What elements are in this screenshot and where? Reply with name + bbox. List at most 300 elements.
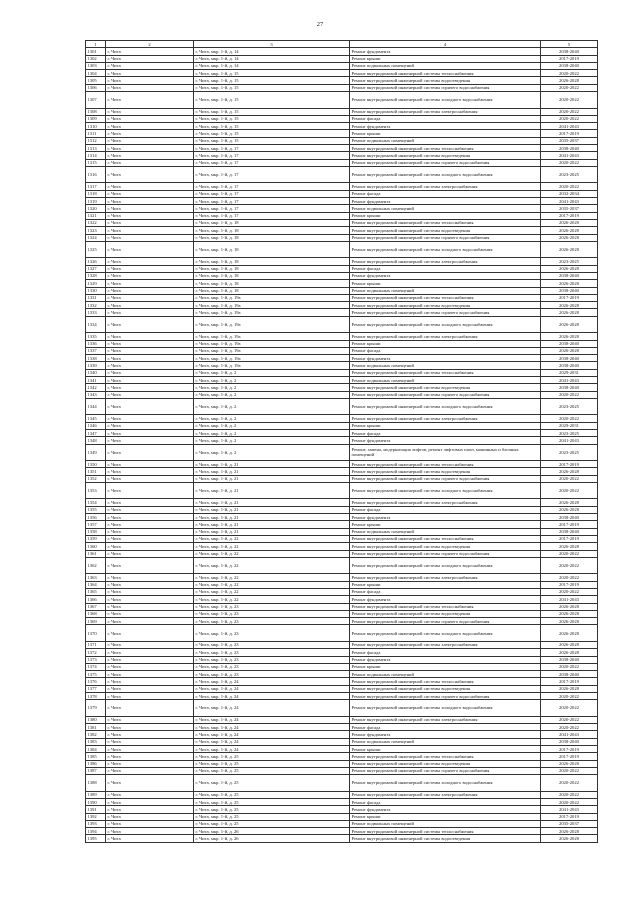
row-number: 1339: [86, 362, 106, 369]
row-work-type: Ремонт внутридомовой инженерной системы горячего водоснабжения: [350, 767, 541, 774]
row-municipality: г. Чита: [106, 557, 194, 574]
row-address: г. Чита, мкр. 1-й, д. 24: [194, 738, 350, 745]
row-address: г. Чита, мкр. 1-й, д. 19а: [194, 347, 350, 354]
row-period: 2029-2031: [541, 369, 598, 376]
row-period: 2020-2022: [541, 92, 598, 109]
row-number: 1380: [86, 716, 106, 723]
row-number: 1309: [86, 115, 106, 122]
row-number: 1353: [86, 482, 106, 499]
row-period: 2026-2028: [541, 618, 598, 625]
row-municipality: г. Чита: [106, 92, 194, 109]
row-municipality: г. Чита: [106, 227, 194, 234]
row-work-type: Ремонт фасада: [350, 506, 541, 513]
row-address: г. Чита, мкр. 1-й, д. 25: [194, 753, 350, 760]
row-number: 1324: [86, 234, 106, 241]
row-number: 1358: [86, 528, 106, 535]
row-address: г. Чита, мкр. 1-й, д. 15: [194, 84, 350, 91]
row-address: г. Чита, мкр. 1-й, д. 23: [194, 618, 350, 625]
table-row: [86, 355, 598, 362]
row-work-type: Ремонт подвальных помещений: [350, 62, 541, 69]
row-period: 2029-2031: [541, 422, 598, 429]
row-municipality: г. Чита: [106, 265, 194, 272]
row-address: г. Чита, мкр. 1-й, д. 25: [194, 820, 350, 827]
row-number: 1357: [86, 521, 106, 528]
row-number: 1307: [86, 92, 106, 109]
table-row: [86, 813, 598, 820]
row-work-type: Ремонт фундамента: [350, 656, 541, 663]
row-municipality: г. Чита: [106, 596, 194, 603]
row-number: 1343: [86, 391, 106, 398]
row-address: г. Чита, мкр. 1-й, д. 22: [194, 581, 350, 588]
row-address: г. Чита, мкр. 1-й, д. 26: [194, 828, 350, 835]
row-work-type: Ремонт подвальных помещений: [350, 137, 541, 144]
table-row: [86, 437, 598, 444]
row-number: 1383: [86, 738, 106, 745]
row-address: г. Чита, мкр. 1-й, д. 21: [194, 514, 350, 521]
row-address: г. Чита, мкр. 1-й, д. 18: [194, 241, 350, 258]
row-work-type: Ремонт внутридомовой инженерной системы горячего водоснабжения: [350, 475, 541, 482]
row-period: 2041-2043: [541, 596, 598, 603]
row-municipality: г. Чита: [106, 731, 194, 738]
table-row: [86, 241, 598, 258]
table-row: [86, 92, 598, 109]
row-period: 2020-2022: [541, 475, 598, 482]
table-row: [86, 731, 598, 738]
row-work-type: Ремонт внутридомовой инженерной системы электроснабжения: [350, 258, 541, 265]
row-municipality: г. Чита: [106, 543, 194, 550]
table-row: [86, 159, 598, 166]
row-address: г. Чита, мкр. 1-й, д. 18: [194, 272, 350, 279]
row-work-type: Ремонт внутридомовой инженерной системы теплоснабжения: [350, 828, 541, 835]
row-work-type: Ремонт внутридомовой инженерной системы холодного водоснабжения: [350, 557, 541, 574]
row-work-type: Ремонт внутридомовой инженерной системы электроснабжения: [350, 333, 541, 340]
row-work-type: Ремонт внутридомовой инженерной системы электроснабжения: [350, 415, 541, 422]
row-address: г. Чита, мкр. 1-й, д. 19а: [194, 355, 350, 362]
table-row: [86, 234, 598, 241]
row-period: 2026-2028: [541, 219, 598, 226]
row-number: 1336: [86, 340, 106, 347]
page-number: 27: [316, 21, 324, 28]
row-municipality: г. Чита: [106, 347, 194, 354]
row-number: 1356: [86, 514, 106, 521]
row-period: 2035-2037: [541, 820, 598, 827]
row-number: 1392: [86, 813, 106, 820]
row-work-type: Ремонт внутридомовой инженерной системы холодного водоснабжения: [350, 482, 541, 499]
row-municipality: г. Чита: [106, 550, 194, 557]
row-address: г. Чита, мкр. 1-й, д. 25: [194, 791, 350, 798]
row-period: 2026-2028: [541, 543, 598, 550]
row-address: г. Чита, мкр. 1-й, д. 19а: [194, 302, 350, 309]
row-address: г. Чита, мкр. 1-й, д. 23: [194, 625, 350, 642]
table-row: [86, 130, 598, 137]
row-municipality: г. Чита: [106, 152, 194, 159]
row-municipality: г. Чита: [106, 649, 194, 656]
row-municipality: г. Чита: [106, 355, 194, 362]
table-row: [86, 603, 598, 610]
row-number: 1347: [86, 429, 106, 436]
row-work-type: Ремонт крыши: [350, 212, 541, 219]
row-address: г. Чита, мкр. 1-й, д. 23: [194, 663, 350, 670]
table-row: [86, 384, 598, 391]
row-work-type: Ремонт внутридомовой инженерной системы водоотведения: [350, 760, 541, 767]
row-work-type: Ремонт внутридомовой инженерной системы холодного водоснабжения: [350, 166, 541, 183]
row-address: г. Чита, мкр. 1-й, д. 18: [194, 219, 350, 226]
table-row: [86, 649, 598, 656]
row-number: 1329: [86, 280, 106, 287]
row-period: 2020-2022: [541, 557, 598, 574]
table-row: [86, 685, 598, 692]
table-row: [86, 108, 598, 115]
table-row: [86, 333, 598, 340]
row-period: 2026-2028: [541, 828, 598, 835]
row-period: 2023-2025: [541, 398, 598, 415]
row-address: г. Чита, мкр. 1-й, д. 21: [194, 461, 350, 468]
row-period: 2026-2028: [541, 241, 598, 258]
table-row: [86, 753, 598, 760]
row-work-type: Ремонт подвальных помещений: [350, 205, 541, 212]
row-municipality: г. Чита: [106, 294, 194, 301]
row-period: 2041-2043: [541, 806, 598, 813]
row-work-type: Ремонт подвальных помещений: [350, 528, 541, 535]
row-work-type: Ремонт внутридомовой инженерной системы теплоснабжения: [350, 535, 541, 542]
row-municipality: г. Чита: [106, 468, 194, 475]
table-row: [86, 581, 598, 588]
row-address: г. Чита, мкр. 1-й, д. 24: [194, 685, 350, 692]
row-address: г. Чита, мкр. 1-й, д. 2: [194, 398, 350, 415]
table-row: [86, 166, 598, 183]
row-address: г. Чита, мкр. 1-й, д. 17: [194, 145, 350, 152]
row-municipality: г. Чита: [106, 205, 194, 212]
table-row: [86, 596, 598, 603]
row-municipality: г. Чита: [106, 678, 194, 685]
column-header-municipality: 2: [106, 41, 194, 48]
row-work-type: Ремонт, замена, модернизация лифтов, ремонт лифтовых шахт, машинных и блочных помещений: [350, 444, 541, 461]
row-number: 1337: [86, 347, 106, 354]
table-row: [86, 482, 598, 499]
row-work-type: Ремонт внутридомовой инженерной системы горячего водоснабжения: [350, 391, 541, 398]
row-municipality: г. Чита: [106, 234, 194, 241]
table-row: [86, 258, 598, 265]
row-work-type: Ремонт фасада: [350, 265, 541, 272]
row-work-type: Ремонт внутридомовой инженерной системы водоотведения: [350, 384, 541, 391]
row-period: 2026-2028: [541, 468, 598, 475]
table-row: [86, 692, 598, 699]
row-address: г. Чита, мкр. 1-й, д. 21: [194, 506, 350, 513]
row-work-type: Ремонт фундамента: [350, 514, 541, 521]
row-period: 2041-2043: [541, 376, 598, 383]
row-period: 2026-2028: [541, 309, 598, 316]
row-municipality: г. Чита: [106, 806, 194, 813]
row-address: г. Чита, мкр. 1-й, д. 15: [194, 92, 350, 109]
row-number: 1318: [86, 190, 106, 197]
row-work-type: Ремонт внутридомовой инженерной системы электроснабжения: [350, 716, 541, 723]
row-number: 1368: [86, 610, 106, 617]
row-number: 1326: [86, 258, 106, 265]
row-number: 1384: [86, 745, 106, 752]
row-period: 2041-2043: [541, 123, 598, 130]
table-row: [86, 557, 598, 574]
row-municipality: г. Чита: [106, 241, 194, 258]
row-address: г. Чита, мкр. 1-й, д. 2: [194, 437, 350, 444]
row-period: 2026-2028: [541, 685, 598, 692]
row-number: 1381: [86, 724, 106, 731]
row-period: 2038-2040: [541, 340, 598, 347]
row-address: г. Чита, мкр. 1-й, д. 14: [194, 62, 350, 69]
row-work-type: Ремонт подвальных помещений: [350, 362, 541, 369]
row-work-type: Ремонт фундамента: [350, 355, 541, 362]
row-municipality: г. Чита: [106, 506, 194, 513]
row-address: г. Чита, мкр. 1-й, д. 18: [194, 265, 350, 272]
row-municipality: г. Чита: [106, 84, 194, 91]
table-row: [86, 656, 598, 663]
row-address: г. Чита, мкр. 1-й, д. 15: [194, 77, 350, 84]
row-municipality: г. Чита: [106, 499, 194, 506]
row-address: г. Чита, мкр. 1-й, д. 2: [194, 415, 350, 422]
row-period: 2023-2025: [541, 429, 598, 436]
row-municipality: г. Чита: [106, 738, 194, 745]
row-period: 2020-2022: [541, 70, 598, 77]
row-address: г. Чита, мкр. 1-й, д. 18: [194, 227, 350, 234]
row-number: 1390: [86, 798, 106, 805]
row-municipality: г. Чита: [106, 55, 194, 62]
row-address: г. Чита, мкр. 1-й, д. 2: [194, 422, 350, 429]
row-number: 1328: [86, 272, 106, 279]
table-row: [86, 716, 598, 723]
row-municipality: г. Чита: [106, 663, 194, 670]
row-work-type: Ремонт внутридомовой инженерной системы горячего водоснабжения: [350, 309, 541, 316]
table-row: [86, 48, 598, 55]
row-number: 1387: [86, 767, 106, 774]
row-work-type: Ремонт внутридомовой инженерной системы теплоснабжения: [350, 603, 541, 610]
row-period: 2041-2043: [541, 152, 598, 159]
row-period: 2017-2019: [541, 745, 598, 752]
row-address: г. Чита, мкр. 1-й, д. 22: [194, 596, 350, 603]
row-period: 2020-2022: [541, 574, 598, 581]
row-municipality: г. Чита: [106, 835, 194, 842]
row-municipality: г. Чита: [106, 828, 194, 835]
row-address: г. Чита, мкр. 1-й, д. 24: [194, 724, 350, 731]
row-municipality: г. Чита: [106, 287, 194, 294]
table-row: [86, 535, 598, 542]
row-work-type: Ремонт внутридомовой инженерной системы водоотведения: [350, 835, 541, 842]
table-row: [86, 574, 598, 581]
row-work-type: Ремонт фасада: [350, 347, 541, 354]
row-address: г. Чита, мкр. 1-й, д. 24: [194, 692, 350, 699]
row-work-type: Ремонт крыши: [350, 280, 541, 287]
column-header-work-type: 4: [350, 41, 541, 48]
row-address: г. Чита, мкр. 1-й, д. 23: [194, 610, 350, 617]
row-number: 1385: [86, 753, 106, 760]
row-address: г. Чита, мкр. 1-й, д. 2: [194, 376, 350, 383]
row-number: 1306: [86, 84, 106, 91]
row-municipality: г. Чита: [106, 461, 194, 468]
row-work-type: Ремонт внутридомовой инженерной системы горячего водоснабжения: [350, 550, 541, 557]
table-row: [86, 183, 598, 190]
row-address: г. Чита, мкр. 1-й, д. 15: [194, 115, 350, 122]
table-row: [86, 468, 598, 475]
row-work-type: Ремонт фундамента: [350, 731, 541, 738]
row-work-type: Ремонт внутридомовой инженерной системы водоотведения: [350, 468, 541, 475]
table-row: [86, 506, 598, 513]
row-number: 1364: [86, 581, 106, 588]
row-address: г. Чита, мкр. 1-й, д. 23: [194, 603, 350, 610]
row-number: 1338: [86, 355, 106, 362]
row-address: г. Чита, мкр. 1-й, д. 18: [194, 258, 350, 265]
row-address: г. Чита, мкр. 1-й, д. 18: [194, 280, 350, 287]
row-period: 2026-2028: [541, 625, 598, 642]
row-address: г. Чита, мкр. 1-й, д. 21: [194, 499, 350, 506]
row-address: г. Чита, мкр. 1-й, д. 26: [194, 835, 350, 842]
row-work-type: Ремонт внутридомовой инженерной системы горячего водоснабжения: [350, 234, 541, 241]
row-municipality: г. Чита: [106, 369, 194, 376]
row-address: г. Чита, мкр. 1-й, д. 18: [194, 234, 350, 241]
table-row: [86, 678, 598, 685]
row-number: 1330: [86, 287, 106, 294]
row-work-type: Ремонт крыши: [350, 581, 541, 588]
row-work-type: Ремонт крыши: [350, 340, 541, 347]
table-row: [86, 663, 598, 670]
row-period: 2026-2028: [541, 499, 598, 506]
table-row: [86, 610, 598, 617]
row-work-type: Ремонт внутридомовой инженерной системы водоотведения: [350, 685, 541, 692]
row-address: г. Чита, мкр. 1-й, д. 21: [194, 475, 350, 482]
table-row: [86, 152, 598, 159]
row-number: 1320: [86, 205, 106, 212]
row-address: г. Чита, мкр. 1-й, д. 17: [194, 205, 350, 212]
row-number: 1311: [86, 130, 106, 137]
row-number: 1351: [86, 468, 106, 475]
row-work-type: Ремонт фундамента: [350, 596, 541, 603]
table-row: [86, 461, 598, 468]
table-row: [86, 738, 598, 745]
table-row: [86, 227, 598, 234]
row-period: 2020-2022: [541, 588, 598, 595]
row-period: 2020-2022: [541, 183, 598, 190]
row-period: 2020-2022: [541, 415, 598, 422]
row-period: 2038-2040: [541, 355, 598, 362]
row-municipality: г. Чита: [106, 391, 194, 398]
row-municipality: г. Чита: [106, 775, 194, 792]
row-number: 1314: [86, 152, 106, 159]
row-work-type: Ремонт фундамента: [350, 123, 541, 130]
row-period: 2038-2040: [541, 145, 598, 152]
row-number: 1319: [86, 198, 106, 205]
row-work-type: Ремонт фасада: [350, 115, 541, 122]
row-period: 2035-2037: [541, 205, 598, 212]
table-row: [86, 219, 598, 226]
row-number: 1362: [86, 557, 106, 574]
table-row: [86, 760, 598, 767]
row-municipality: г. Чита: [106, 340, 194, 347]
row-address: г. Чита, мкр. 1-й, д. 23: [194, 671, 350, 678]
row-address: г. Чита, мкр. 1-й, д. 22: [194, 588, 350, 595]
row-municipality: г. Чита: [106, 603, 194, 610]
table-row: [86, 212, 598, 219]
row-number: 1374: [86, 663, 106, 670]
row-municipality: г. Чита: [106, 280, 194, 287]
row-municipality: г. Чита: [106, 528, 194, 535]
row-period: 2020-2022: [541, 791, 598, 798]
table-header-row: [86, 41, 598, 48]
row-period: 2041-2043: [541, 437, 598, 444]
table-row: [86, 362, 598, 369]
row-municipality: г. Чита: [106, 70, 194, 77]
row-work-type: Ремонт внутридомовой инженерной системы холодного водоснабжения: [350, 775, 541, 792]
table-row: [86, 287, 598, 294]
row-period: 2017-2019: [541, 535, 598, 542]
table-row: [86, 641, 598, 648]
row-period: 2026-2028: [541, 760, 598, 767]
row-municipality: г. Чита: [106, 48, 194, 55]
table-row: [86, 671, 598, 678]
table-row: [86, 145, 598, 152]
row-address: г. Чита, мкр. 1-й, д. 17: [194, 190, 350, 197]
row-period: 2026-2028: [541, 333, 598, 340]
row-number: 1375: [86, 671, 106, 678]
row-number: 1393: [86, 820, 106, 827]
row-work-type: Ремонт внутридомовой инженерной системы электроснабжения: [350, 108, 541, 115]
row-period: 2020-2022: [541, 724, 598, 731]
row-municipality: г. Чита: [106, 581, 194, 588]
row-number: 1321: [86, 212, 106, 219]
row-work-type: Ремонт крыши: [350, 813, 541, 820]
row-number: 1360: [86, 543, 106, 550]
row-period: 2017-2019: [541, 813, 598, 820]
table-row: [86, 205, 598, 212]
row-address: г. Чита, мкр. 1-й, д. 22: [194, 535, 350, 542]
row-period: 2026-2028: [541, 316, 598, 333]
row-period: 2026-2028: [541, 77, 598, 84]
row-work-type: Ремонт внутридомовой инженерной системы водоотведения: [350, 543, 541, 550]
row-work-type: Ремонт внутридомовой инженерной системы электроснабжения: [350, 499, 541, 506]
row-address: г. Чита, мкр. 1-й, д. 2: [194, 384, 350, 391]
row-municipality: г. Чита: [106, 258, 194, 265]
row-address: г. Чита, мкр. 1-й, д. 25: [194, 760, 350, 767]
row-number: 1359: [86, 535, 106, 542]
row-municipality: г. Чита: [106, 671, 194, 678]
row-address: г. Чита, мкр. 1-й, д. 2: [194, 391, 350, 398]
row-number: 1301: [86, 48, 106, 55]
table-row: [86, 475, 598, 482]
row-municipality: г. Чита: [106, 685, 194, 692]
table-row: [86, 700, 598, 717]
row-work-type: Ремонт фасада: [350, 798, 541, 805]
row-work-type: Ремонт внутридомовой инженерной системы холодного водоснабжения: [350, 241, 541, 258]
row-work-type: Ремонт фасада: [350, 588, 541, 595]
row-number: 1327: [86, 265, 106, 272]
row-period: 2038-2040: [541, 384, 598, 391]
table-row: [86, 514, 598, 521]
row-work-type: Ремонт внутридомовой инженерной системы теплоснабжения: [350, 369, 541, 376]
table-row: [86, 115, 598, 122]
row-work-type: Ремонт внутридомовой инженерной системы электроснабжения: [350, 641, 541, 648]
row-municipality: г. Чита: [106, 588, 194, 595]
row-work-type: Ремонт внутридомовой инженерной системы теплоснабжения: [350, 678, 541, 685]
row-address: г. Чита, мкр. 1-й, д. 22: [194, 543, 350, 550]
table-row: [86, 775, 598, 792]
row-number: 1369: [86, 618, 106, 625]
row-address: г. Чита, мкр. 1-й, д. 25: [194, 813, 350, 820]
row-municipality: г. Чита: [106, 610, 194, 617]
row-number: 1345: [86, 415, 106, 422]
row-period: 2026-2028: [541, 227, 598, 234]
row-address: г. Чита, мкр. 1-й, д. 21: [194, 468, 350, 475]
row-address: г. Чита, мкр. 1-й, д. 14: [194, 48, 350, 55]
row-number: 1371: [86, 641, 106, 648]
row-municipality: г. Чита: [106, 656, 194, 663]
row-municipality: г. Чита: [106, 692, 194, 699]
table-row: [86, 84, 598, 91]
